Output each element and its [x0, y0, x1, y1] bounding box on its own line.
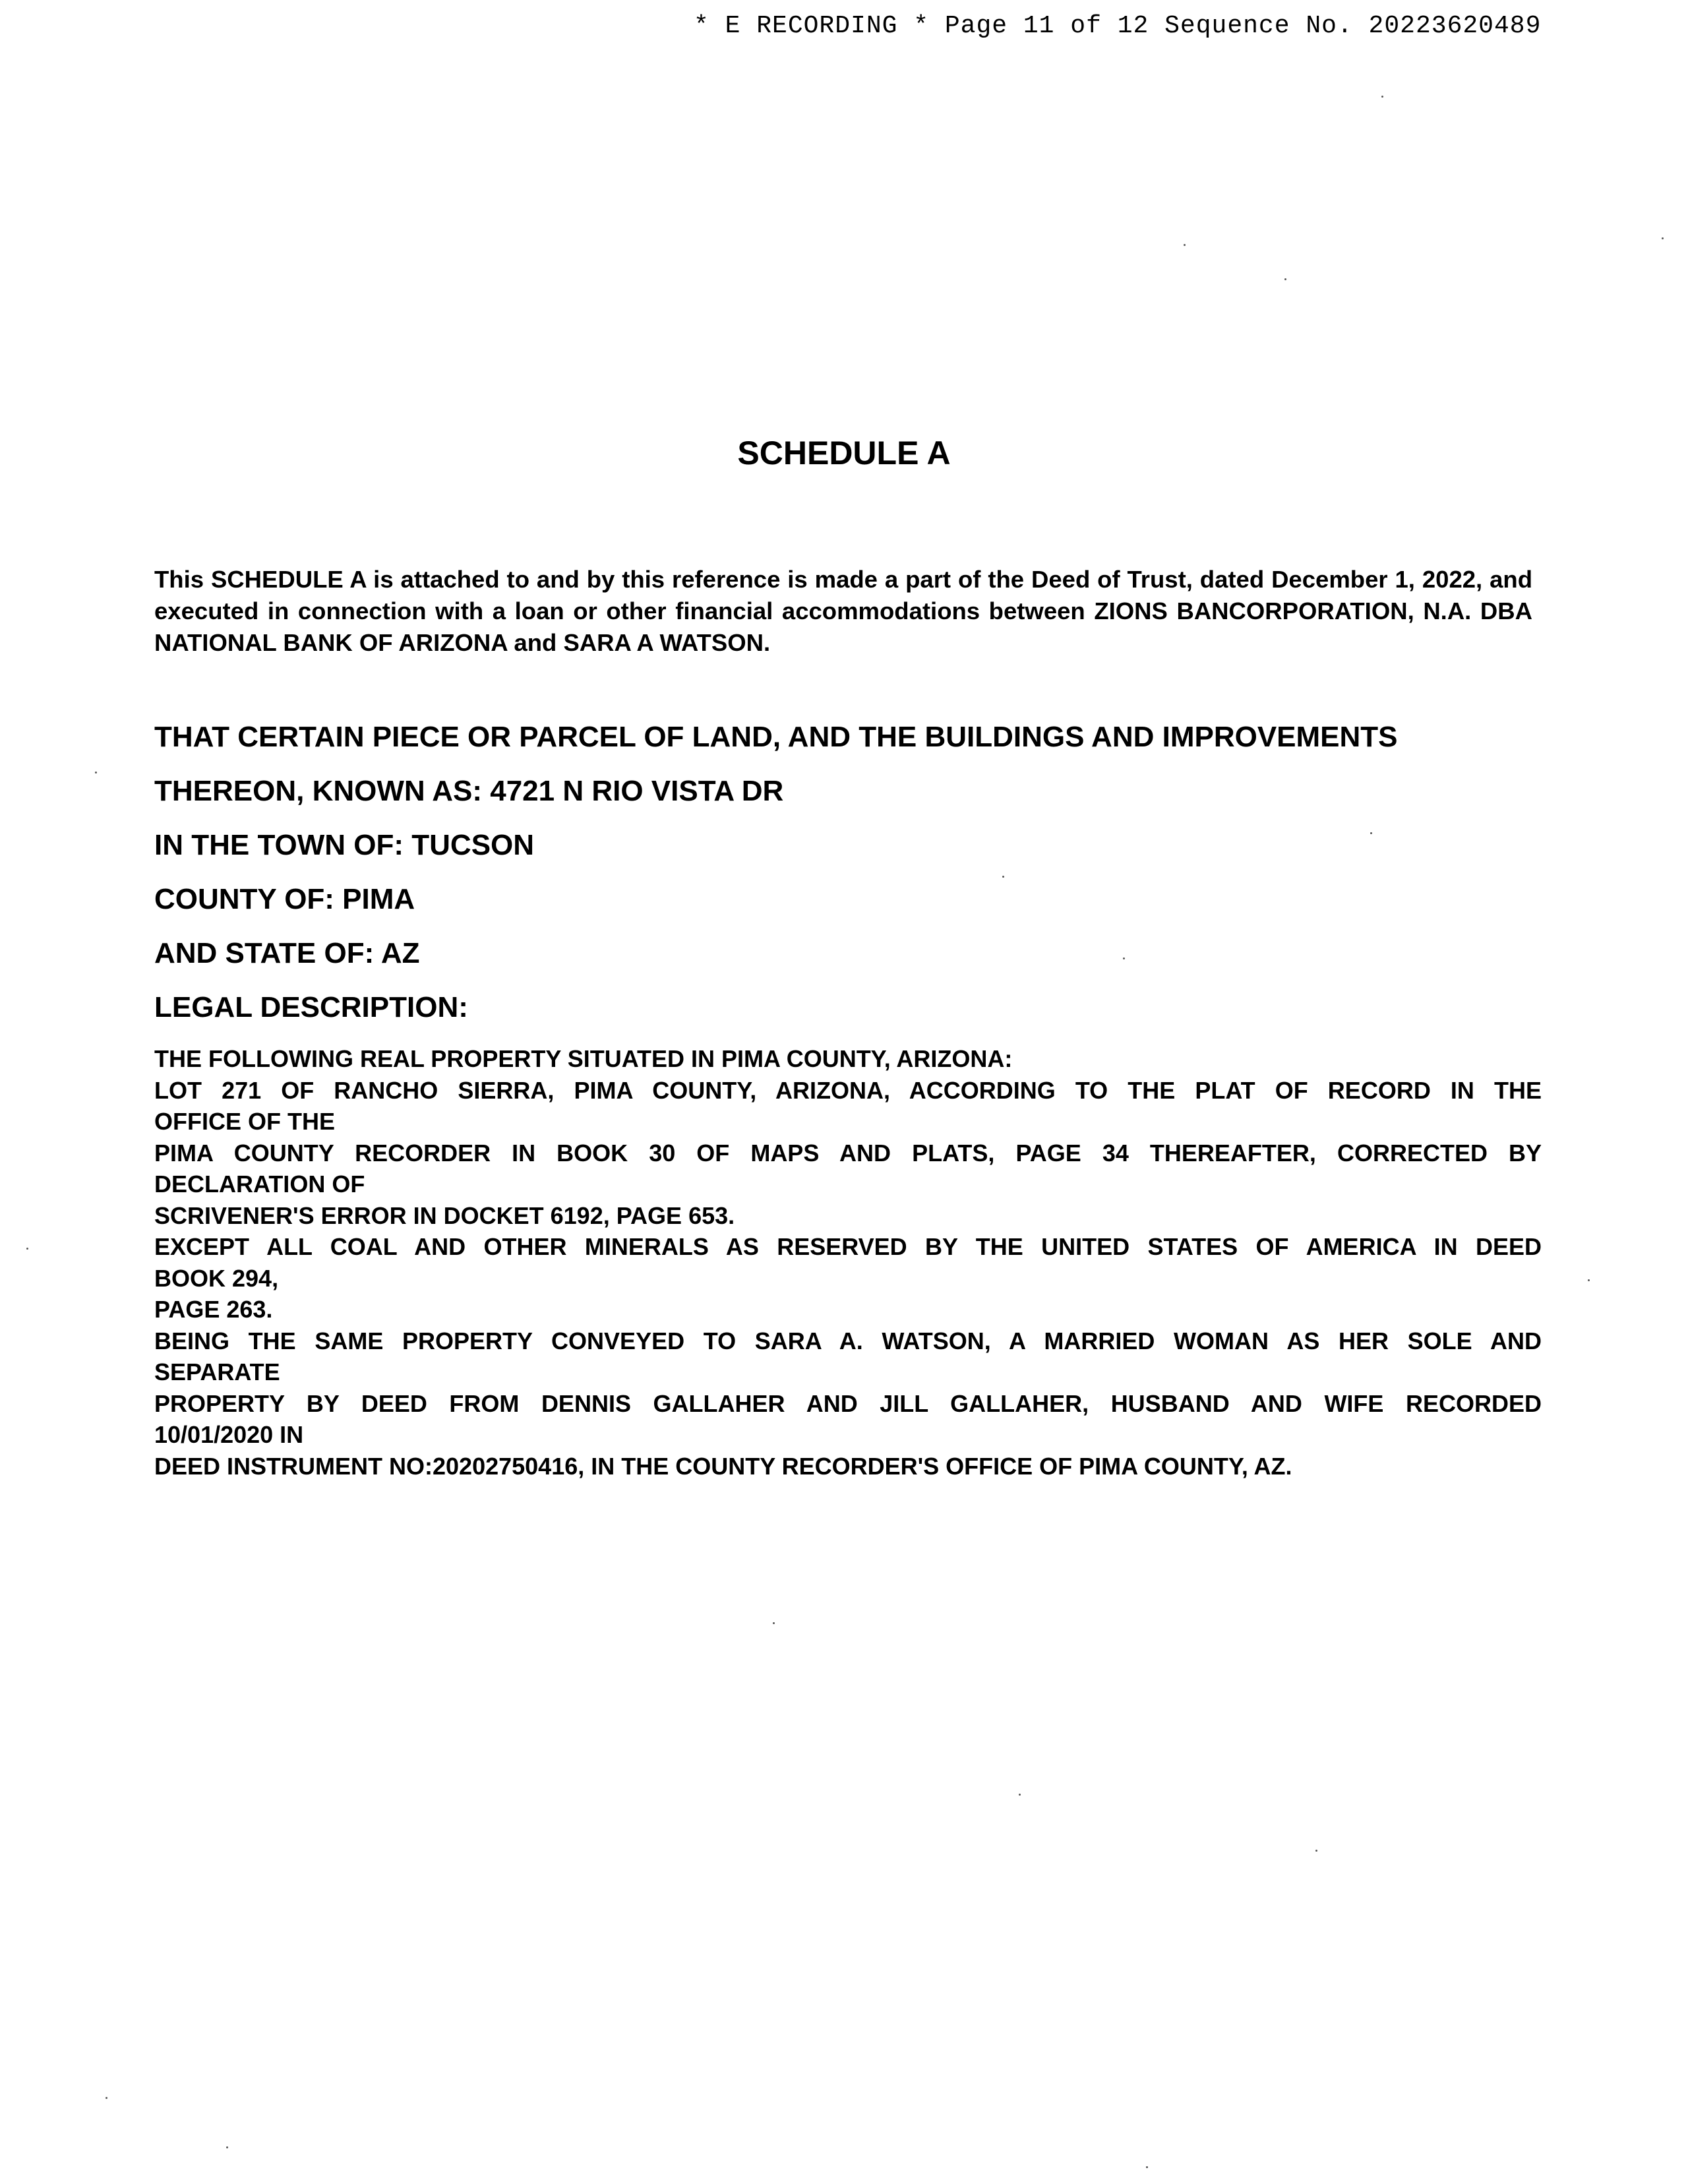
legal-line: PROPERTY BY DEED FROM DENNIS GALLAHER AND JILL GALLAHER, HUSBAND AND WIFE RECORDED [154, 1389, 1542, 1417]
scan-speck [1662, 237, 1664, 239]
scan-speck [1381, 96, 1383, 98]
legal-line: SEPARATE [154, 1358, 280, 1385]
scan-speck [1284, 278, 1286, 280]
legal-line: LOT 271 OF RANCHO SIERRA, PIMA COUNTY, ARIZONA, ACCORDING TO THE PLAT OF RECORD IN THE [154, 1076, 1542, 1104]
property-state-line: AND STATE OF: AZ [154, 937, 420, 969]
page-title: SCHEDULE A [737, 435, 951, 471]
scan-speck [1370, 832, 1372, 834]
scan-speck [1588, 1279, 1590, 1281]
recording-header: * E RECORDING * Page 11 of 12 Sequence No. 20223620489 [694, 12, 1542, 40]
property-line: THAT CERTAIN PIECE OR PARCEL OF LAND, AND THE BUILDINGS AND IMPROVEMENTS [154, 721, 1398, 753]
scan-speck [1123, 957, 1125, 959]
scan-speck [226, 2146, 228, 2148]
legal-line: OFFICE OF THE [154, 1108, 335, 1135]
scan-speck [1146, 2166, 1148, 2168]
intro-paragraph: This SCHEDULE A is attached to and by this reference is made a part of the Deed of Trust, dated December 1, 2022, and executed in connection with a loan or other financial accommodations between ZIONS BANCORPORATION, N.A. DBA NATIONAL BANK OF ARIZONA and SARA A WATSON. [154, 566, 1532, 656]
scan-speck [1019, 1794, 1021, 1796]
legal-line: THE FOLLOWING REAL PROPERTY SITUATED IN PIMA COUNTY, ARIZONA: [154, 1045, 1013, 1072]
property-address-line: THEREON, KNOWN AS: 4721 N RIO VISTA DR [154, 775, 784, 807]
property-county-line: COUNTY OF: PIMA [154, 883, 415, 915]
legal-description-heading: LEGAL DESCRIPTION: [154, 991, 468, 1023]
legal-line: DEED INSTRUMENT NO:20202750416, IN THE COUNTY RECORDER'S OFFICE OF PIMA COUNTY, AZ. [154, 1452, 1292, 1480]
legal-line: DECLARATION OF [154, 1170, 365, 1198]
scan-speck [1002, 876, 1004, 878]
legal-line: BOOK 294, [154, 1264, 279, 1292]
property-description [154, 715, 1552, 1040]
scan-speck [26, 1248, 28, 1250]
scan-speck [773, 1622, 775, 1624]
scan-speck [95, 772, 97, 774]
legal-description-body [154, 1043, 1542, 1482]
legal-line: 10/01/2020 IN [154, 1421, 304, 1448]
legal-line: BEING THE SAME PROPERTY CONVEYED TO SARA A. WATSON, A MARRIED WOMAN AS HER SOLE AND [154, 1327, 1542, 1354]
scan-speck [1315, 1850, 1317, 1852]
legal-line: EXCEPT ALL COAL AND OTHER MINERALS AS RESERVED BY THE UNITED STATES OF AMERICA IN DEED [154, 1233, 1542, 1260]
legal-line: SCRIVENER'S ERROR IN DOCKET 6192, PAGE 653. [154, 1201, 735, 1229]
scan-speck [106, 2097, 107, 2099]
legal-line: PAGE 263. [154, 1296, 273, 1323]
legal-line: PIMA COUNTY RECORDER IN BOOK 30 OF MAPS AND PLATS, PAGE 34 THEREAFTER, CORRECTED BY [154, 1139, 1542, 1167]
scan-speck [1184, 244, 1186, 246]
property-town-line: IN THE TOWN OF: TUCSON [154, 829, 535, 861]
